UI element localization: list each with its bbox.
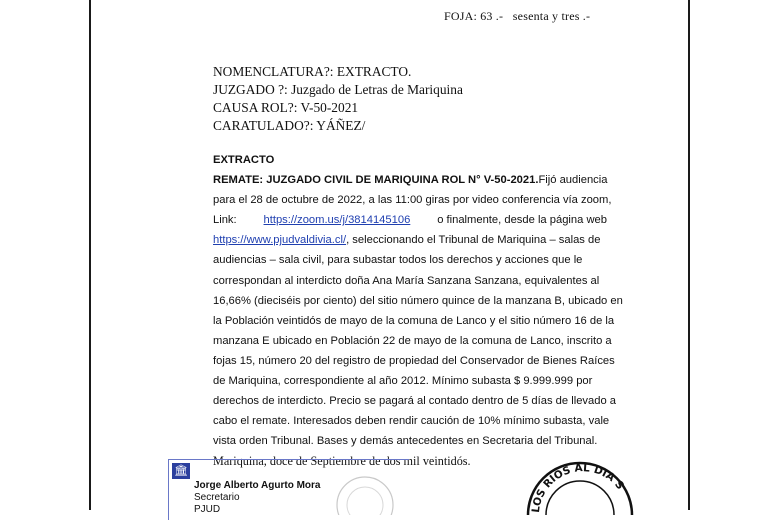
link-label: Link: <box>213 214 237 227</box>
causa-rol-line: CAUSA ROL?: V-50-2021 <box>213 100 359 115</box>
extracto-line-3 <box>213 210 607 230</box>
signer-role: Secretario <box>194 492 240 503</box>
extracto-line-1 <box>213 170 607 190</box>
signer-org: PJUD <box>194 504 221 515</box>
newspaper-seal-stamp <box>525 455 635 515</box>
extracto-line-13: cabo el remate. Interesados deben rendir caución de 10% mínimo subasta, vale <box>213 415 610 428</box>
caratulado-line: CARATULADO?: YÁÑEZ/ <box>213 118 366 133</box>
signature-block <box>194 480 320 516</box>
faint-stamp <box>335 465 395 515</box>
extracto-line-5: audiencias – sala civil, para subastar todos los derechos y acciones que le <box>213 254 583 267</box>
extracto-line-4-tail: , seleccionando el Tribunal de Mariquina – salas de <box>346 234 601 247</box>
extracto-line-3-tail: o finalmente, desde la página web <box>437 214 607 227</box>
nomenclatura-line: NOMENCLATURA?: EXTRACTO. <box>213 64 412 79</box>
extracto-line-10: fojas 15, número 20 del registro de propiedad del Conservador de Bienes Raíces <box>213 354 615 367</box>
extracto-line-7: 16,66% (dieciséis por ciento) del sitio número quince de la manzana B, ubicado en <box>213 294 623 307</box>
pjud-link[interactable]: https://www.pjudvaldivia.cl/ <box>213 234 347 247</box>
extracto-line-12: derechos de interdicto. Precio se pagará al contado dentro de 5 días de llevado a <box>213 395 617 408</box>
extracto-line-2: para el 28 de octubre de 2022, a las 11:00 giras por video conferencia vía zoom, <box>213 194 612 207</box>
extracto-line-11: de Mariquina, correspondiente al año 2012. Mínimo subasta $ 9.999.999 por <box>213 375 593 388</box>
seal-text: LOS RIOS AL DIA S <box>529 462 627 514</box>
extracto-body <box>213 150 623 472</box>
foja-number: FOJA: 63 .- sesenta y tres .- <box>444 9 591 23</box>
extracto-line-8: la Población veintidós de mayo de la comuna de Lanco y el sitio número 16 de la <box>213 314 615 327</box>
extracto-line-6: correspondan al interdicto doña Ana María Sanzana Sanzana, equivalentes al <box>213 274 600 287</box>
court-building-icon: 🏛 <box>172 463 190 479</box>
extracto-line-14: vista orden Tribunal. Bases y demás antecedentes en Secretaria del Tribunal. <box>213 435 598 448</box>
juzgado-line: JUZGADO ?: Juzgado de Letras de Mariquina <box>213 82 463 97</box>
extracto-title: EXTRACTO <box>213 154 275 166</box>
case-header <box>213 63 463 135</box>
page-left-border <box>89 0 91 510</box>
zoom-link[interactable]: https://zoom.us/j/3814145106 <box>263 214 411 227</box>
signer-name: Jorge Alberto Agurto Mora <box>194 480 321 491</box>
extracto-line-4 <box>213 230 607 250</box>
closing-date-line: Mariquina, doce de Septiembre de dos mil veintidós. <box>213 454 471 469</box>
extracto-line-9: manzana E ubicado en Población 22 de mayo de la comuna de Lanco, inscrito a <box>213 334 612 347</box>
svg-text:LOS RIOS AL DIA S <box>530 462 626 513</box>
page-right-border <box>688 0 690 510</box>
remate-heading: REMATE: JUZGADO CIVIL DE MARIQUINA ROL N° V-50-2021. <box>213 174 539 187</box>
extracto-line-1-tail: Fijó audiencia <box>538 174 608 187</box>
